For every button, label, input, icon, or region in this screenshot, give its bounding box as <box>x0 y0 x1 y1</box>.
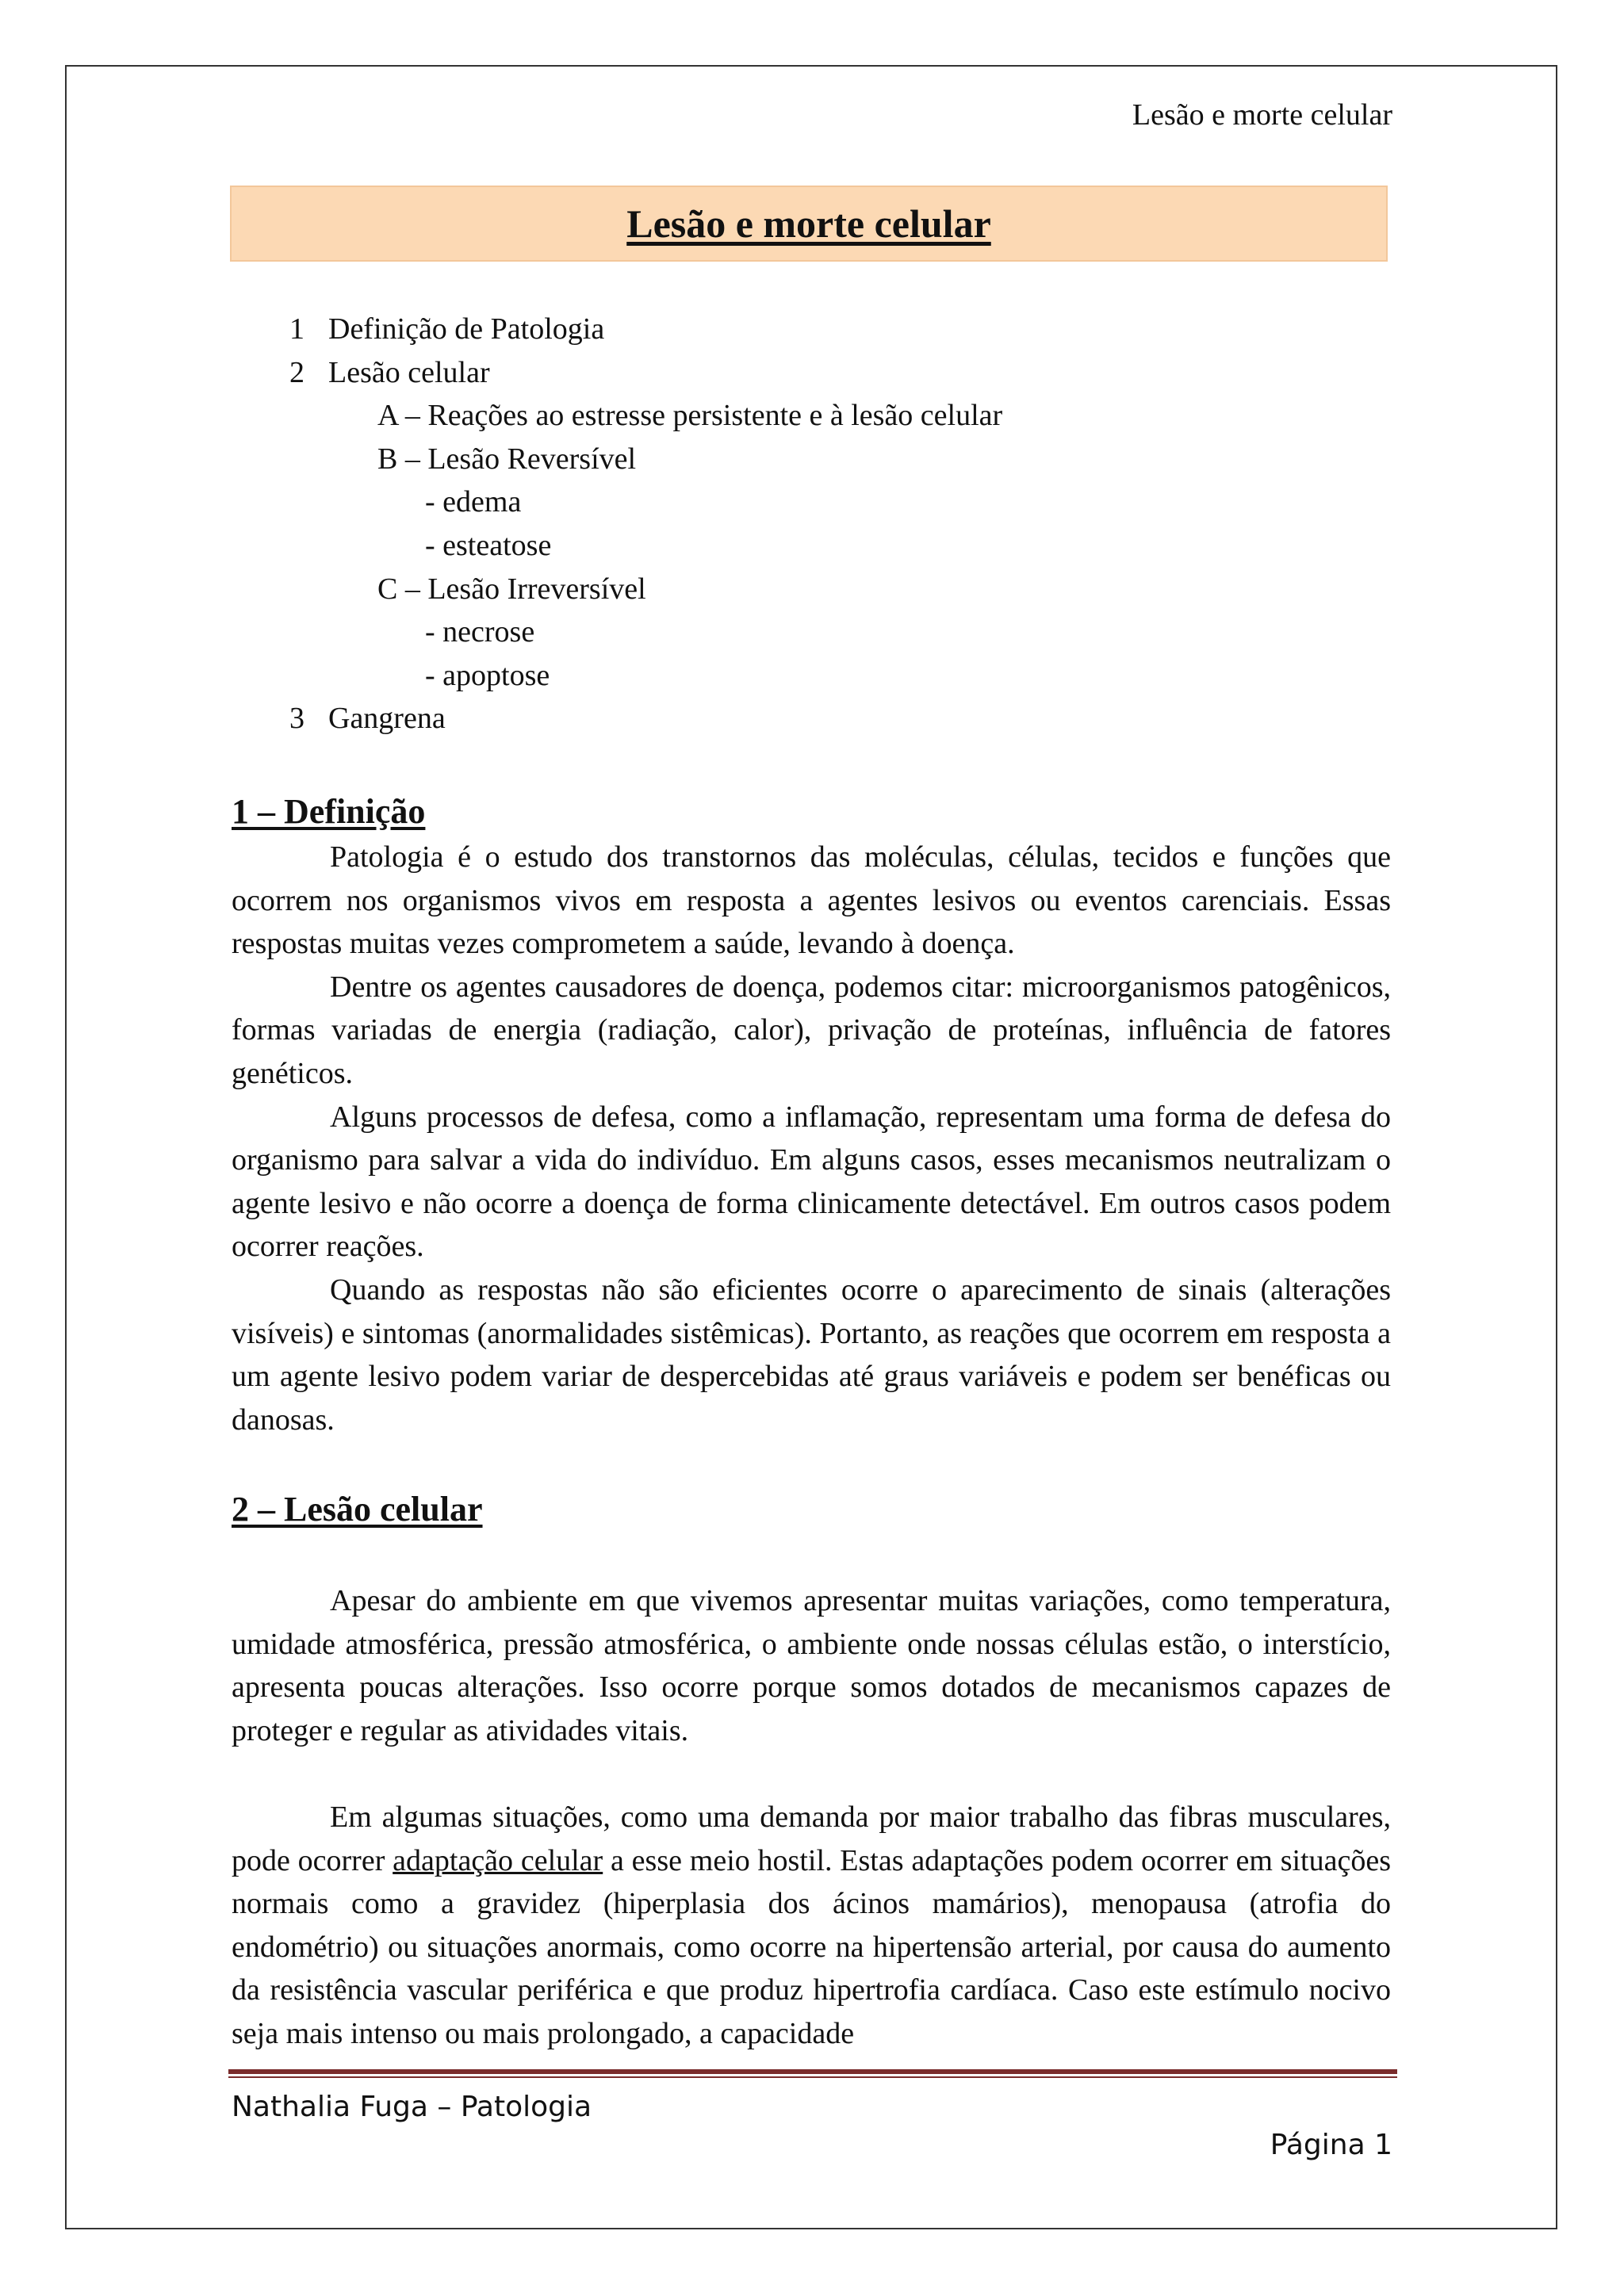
toc-subsubitem: - edema <box>425 485 522 519</box>
toc-subsubitem: - necrose <box>425 615 535 649</box>
section-1-heading: 1 – Definição <box>232 792 426 831</box>
paragraph: Apesar do ambiente em que vivemos apresentar muitas variações, como temperatura, umidade atmosférica, pressão atmosférica, o ambiente onde nossas células estão, o interstício, apresenta poucas alterações. Isso ocorre porque somos dotados de mecanismos capazes de proteger e regular as atividades vitais. <box>232 1584 1391 1747</box>
toc-subitem: A – Reações ao estresse persistente e à lesão celular <box>377 399 1003 433</box>
toc-subsubitem: - esteatose <box>425 528 552 562</box>
section-1-body <box>232 836 1391 1441</box>
table-of-contents <box>230 308 1388 740</box>
section-2-heading: 2 – Lesão celular <box>232 1490 483 1529</box>
toc-item: 3 Gangrena <box>289 702 446 736</box>
paragraph: Alguns processos de defesa, como a inflamação, representam uma forma de defesa do organismo para salvar a vida do indivíduo. Em alguns casos, esses mecanismos neutralizam o agente lesivo e não ocorre a doença de forma clinicamente detectável. Em outros casos podem ocorrer reações. <box>232 1100 1391 1264</box>
paragraph: Patologia é o estudo dos transtornos das moléculas, células, tecidos e funções que ocorrem nos organismos vivos em resposta a agentes lesivos ou eventos carenciais. Essas respostas muitas vezes comprometem a saúde, levando à doença. <box>232 840 1391 961</box>
underlined-term: adaptação celular <box>393 1843 603 1877</box>
running-header: Lesão e morte celular <box>1132 98 1392 132</box>
toc-subitem: C – Lesão Irreversível <box>377 572 646 606</box>
section-2-paragraph-2 <box>232 1796 1391 2056</box>
paragraph: Quando as respostas não são eficientes ocorre o aparecimento de sinais (alterações visíveis) e sintomas (anormalidades sistêmicas). Portanto, as reações que ocorrem em resposta a um agente lesivo podem variar de despercebidas até graus variáveis e podem ser benéficas ou danosas. <box>232 1272 1391 1437</box>
footer-author: Nathalia Fuga – Patologia <box>232 2091 592 2123</box>
section-2-paragraph-1 <box>232 1579 1391 1752</box>
toc-item: 1 Definição de Patologia <box>289 312 605 346</box>
toc-item: 2 Lesão celular <box>289 355 490 389</box>
toc-subitem: B – Lesão Reversível <box>377 442 637 476</box>
page-number: Página 1 <box>1270 2129 1392 2161</box>
footer-rule <box>228 2069 1397 2078</box>
title-banner <box>230 186 1388 262</box>
toc-subsubitem: - apoptose <box>425 658 550 692</box>
paragraph: Dentre os agentes causadores de doença, podemos citar: microorganismos patogênicos, formas variadas de energia (radiação, calor), privação de proteínas, influência de fatores genéticos. <box>232 970 1391 1090</box>
document-title: Lesão e morte celular <box>626 201 991 246</box>
paragraph: Em algumas situações, como uma demanda por maior trabalho das fibras musculares, pode ocorrer adaptação celular a esse meio hostil. Estas adaptações podem ocorrer em situações normais como a gravidez (hiperplasia dos ácinos mamários), menopausa (atrofia do endométrio) ou situações anormais, como ocorre na hipertensão arterial, por causa do aumento da resistência vascular periférica e que produz hipertrofia cardíaca. Caso este estímulo nocivo seja mais intenso ou mais prolongado, a capacidade <box>232 1800 1392 2050</box>
